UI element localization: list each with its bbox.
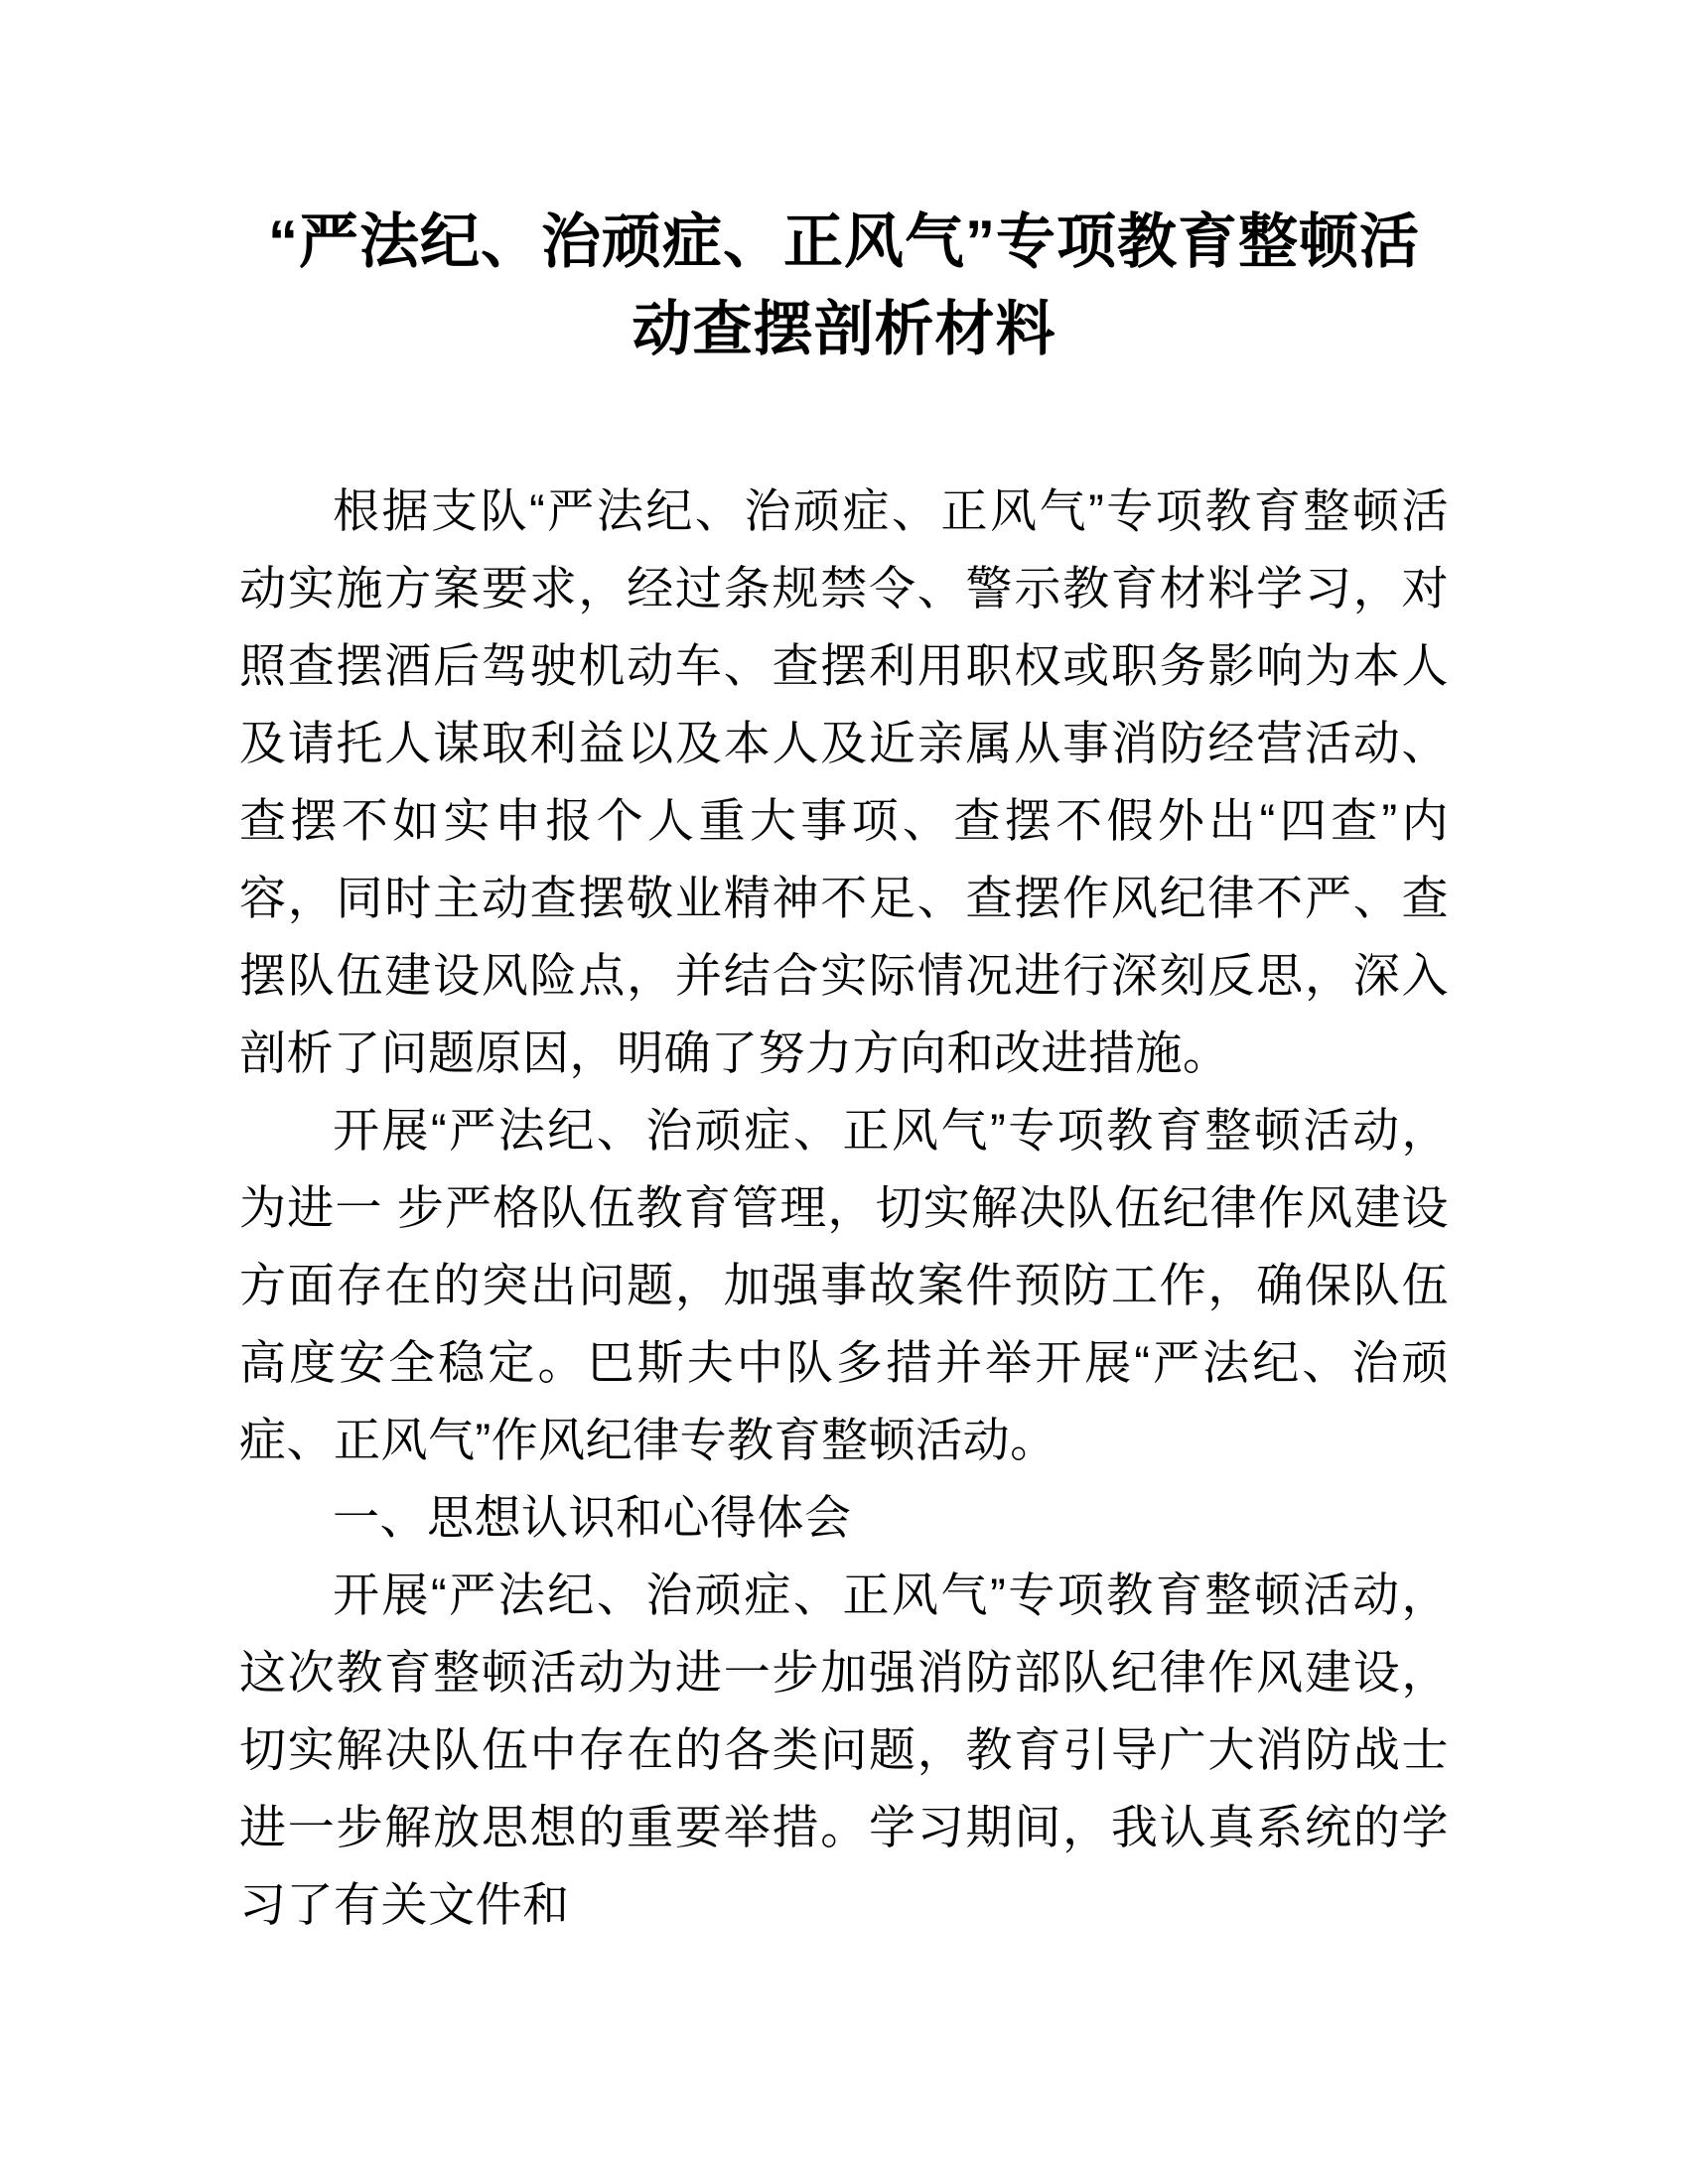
paragraph: 根据支队“严法纪、治顽症、正风气”专项教育整顿活动实施方案要求，经过条规禁令、警示教育材料学习，对照查摆酒后驾驶机动车、查摆利用职权或职务影响为本人及请托人谋取利益以及本人及近亲属从事消防经营活动、查摆不如实申报个人重大事项、查摆不假外出“四查”内容，同时主动查摆敬业精神不足、查摆作风纪律不严、查摆队伍建设风险点，并结合实际情况进行深刻反思，深入剖析了问题原因，明确了努力方向和改进措施。 bbox=[239, 484, 1449, 1079]
paragraph: 开展“严法纪、治顽症、正风气”专项教育整顿活动，这次教育整顿活动为进一步加强消防部队纪律作风建设，切实解决队伍中存在的各类问题，教育引导广大消防战士进一步解放思想的重要举措。学习期间，我认真系统的学习了有关文件和 bbox=[239, 1569, 1449, 1931]
document-title: “严法纪、治顽症、正风气”专项教育整顿活动查摆剖析材料 bbox=[268, 208, 1420, 362]
paragraph: 开展“严法纪、治顽症、正风气”专项教育整顿活动，为进一 步严格队伍教育管理，切实解决队伍纪律作风建设方面存在的突出问题，加强事故案件预防工作，确保队伍高度安全稳定。巴斯夫中队多措并举开展“严法纪、治顽症、正风气”作风纪律专教育整顿活动。 bbox=[239, 1104, 1449, 1466]
section-heading: 一、思想认识和心得体会 bbox=[333, 1491, 852, 1544]
